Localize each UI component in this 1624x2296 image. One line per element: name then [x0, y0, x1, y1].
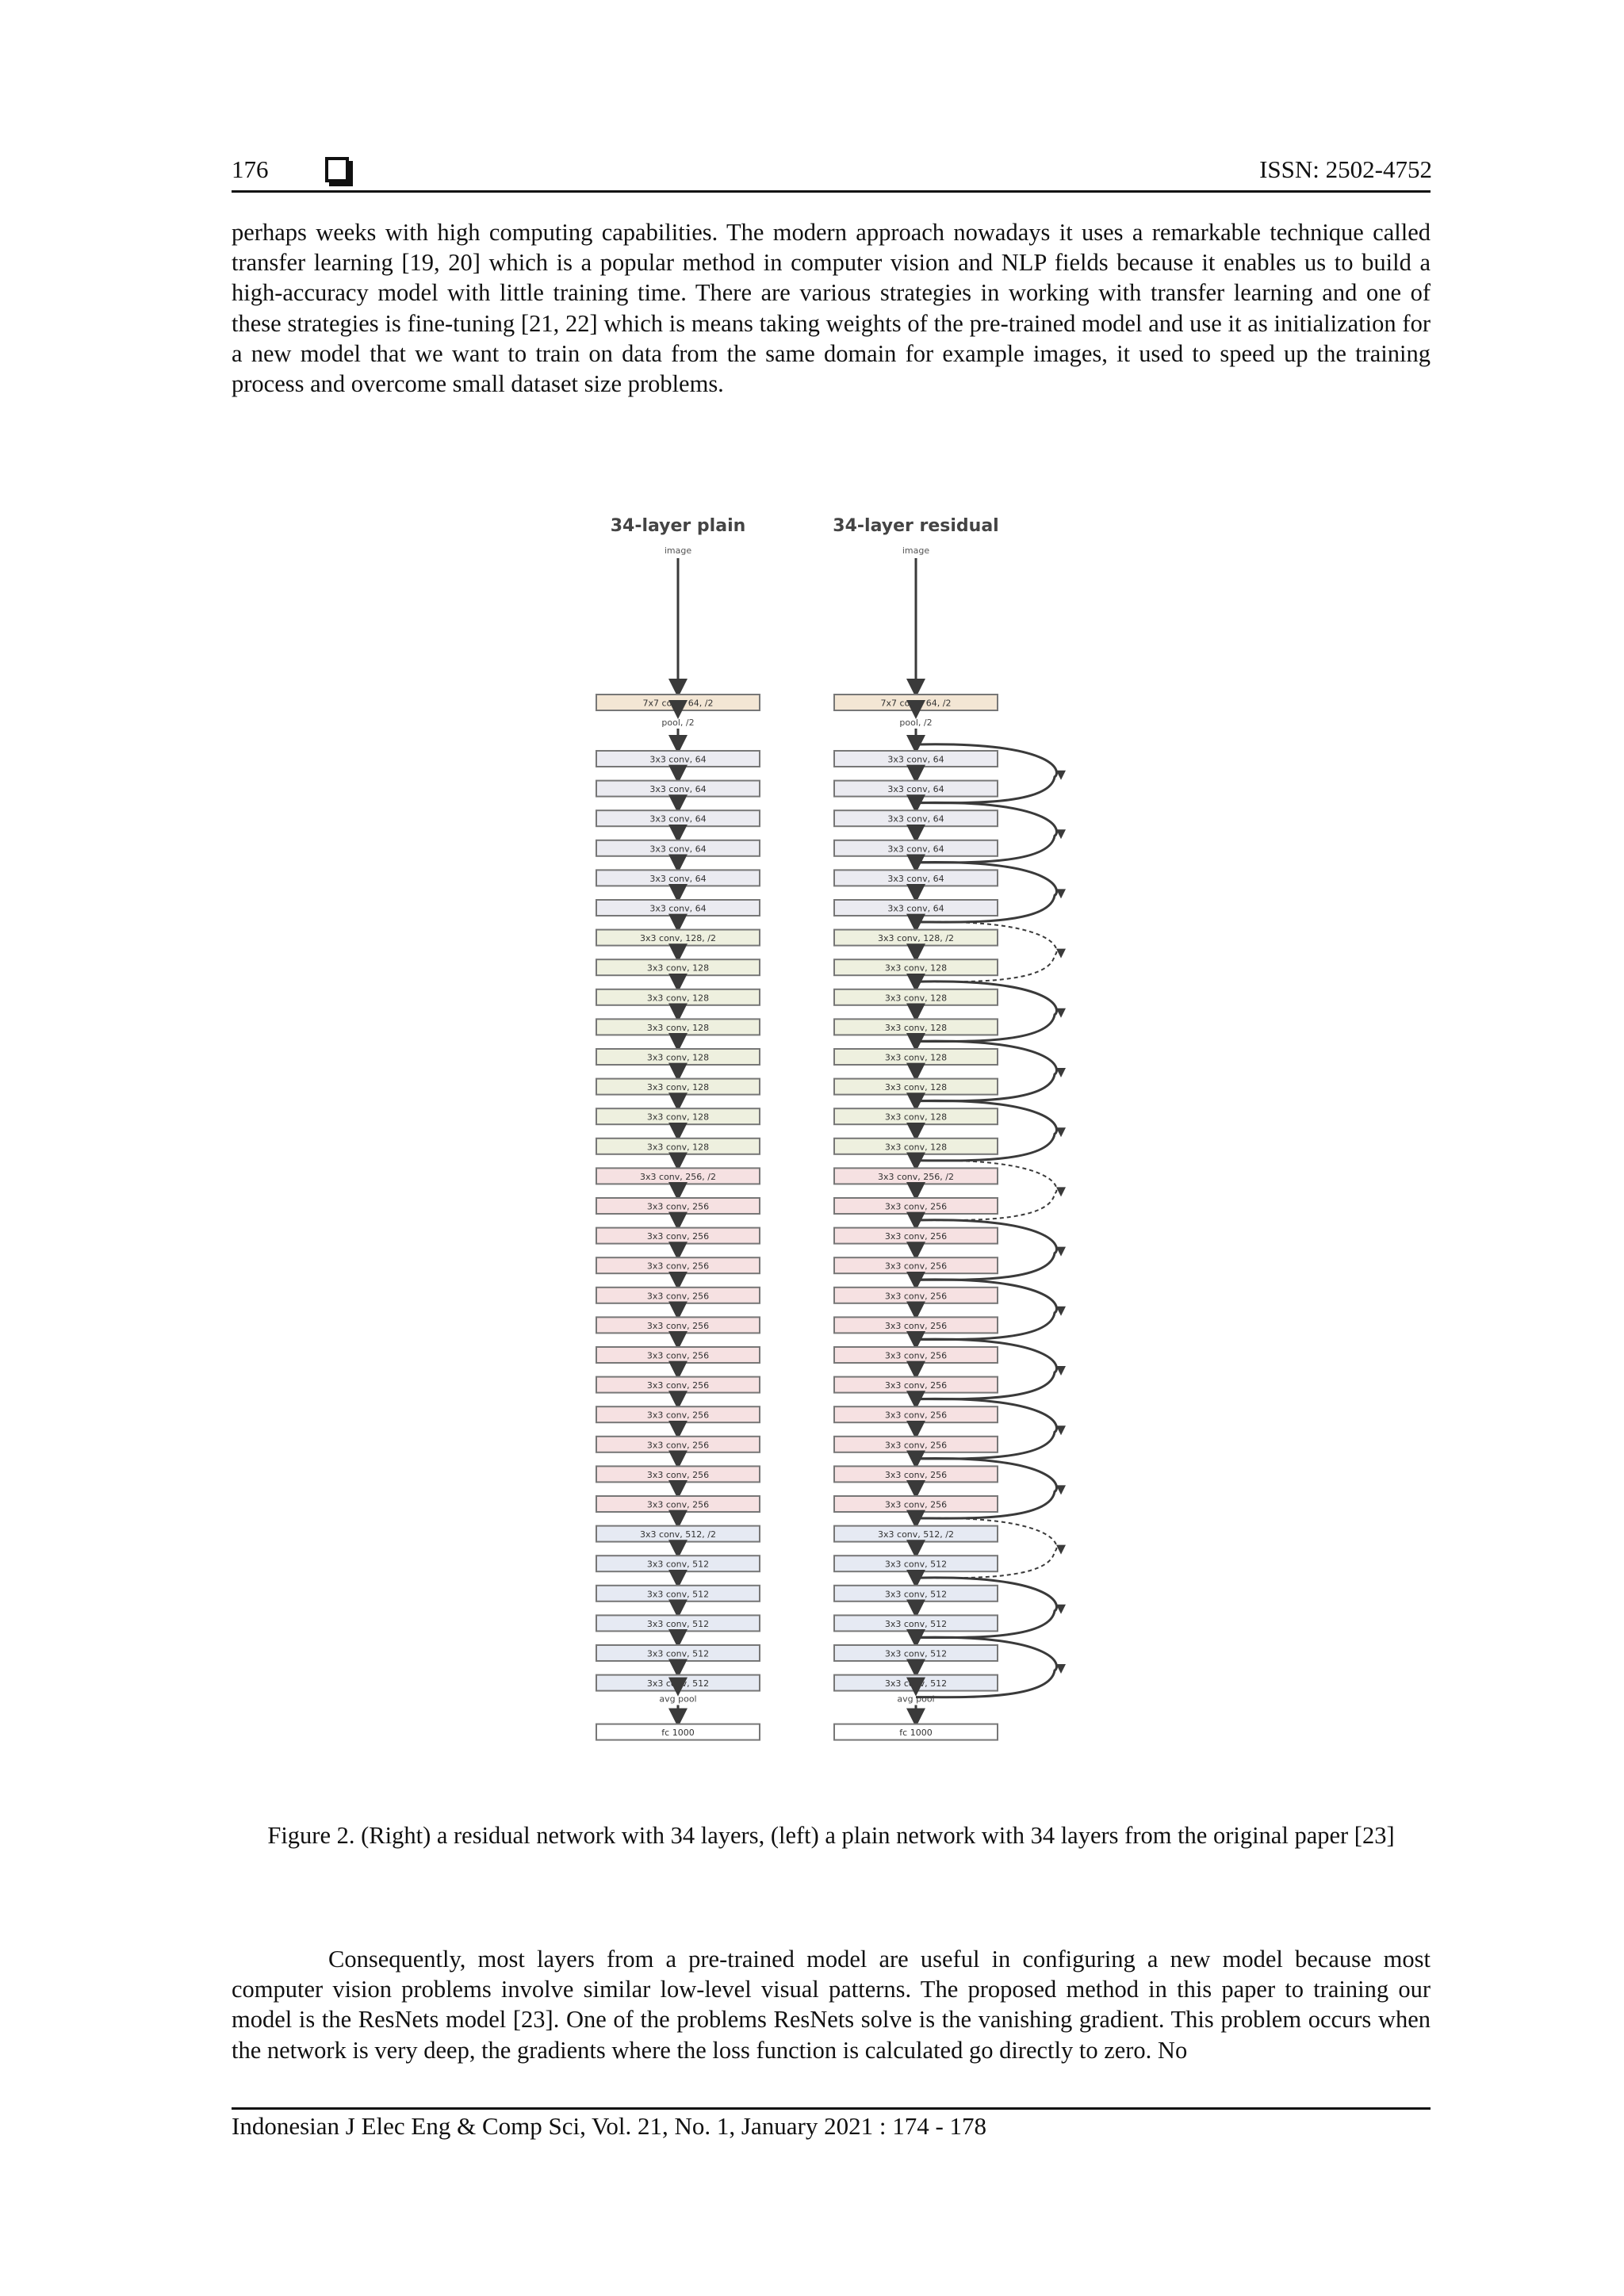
- residual-layer-33-label: 3x3 conv, 512: [884, 1678, 948, 1689]
- residual-layer-14-label: 3x3 conv, 128: [884, 1112, 948, 1123]
- resnet-figure: [555, 499, 1110, 1776]
- residual-layer-1-label: 7x7 conv, 64, /2: [880, 698, 952, 709]
- plain-layer-29-label: 3x3 conv, 512: [646, 1559, 710, 1570]
- residual-layer-23-label: 3x3 conv, 256: [884, 1380, 948, 1391]
- residual-layer-31-label: 3x3 conv, 512: [884, 1618, 948, 1629]
- residual-layer-11-label: 3x3 conv, 128: [884, 1022, 948, 1033]
- residual-shortcut-arrowhead-15: [1056, 1605, 1066, 1614]
- plain-input-label: image: [664, 545, 692, 556]
- plain-title: 34-layer plain: [610, 516, 746, 536]
- plain-layer-28-label: 3x3 conv, 512, /2: [640, 1529, 716, 1540]
- plain-layer-22-label: 3x3 conv, 256: [646, 1350, 710, 1361]
- residual-layer-10-label: 3x3 conv, 128: [884, 993, 948, 1004]
- page-number: 176: [232, 155, 269, 183]
- residual-title: 34-layer residual: [833, 516, 999, 536]
- residual-layer-26-label: 3x3 conv, 256: [884, 1469, 948, 1480]
- plain-layer-15-label: 3x3 conv, 128: [646, 1142, 710, 1153]
- plain-layer-19-label: 3x3 conv, 256: [646, 1261, 710, 1272]
- plain-layer-21-label: 3x3 conv, 256: [646, 1320, 710, 1331]
- residual-shortcut-arrowhead-12: [1056, 1425, 1066, 1435]
- figure-caption: Figure 2. (Right) a residual network with 34 layers, (left) a plain network with 34 layers from the original paper [23]: [267, 1822, 1395, 1849]
- residual-avgpool-label: avg pool: [897, 1693, 935, 1705]
- plain-layer-17-label: 3x3 conv, 256: [646, 1201, 710, 1212]
- plain-layer-4-label: 3x3 conv, 64: [649, 813, 707, 825]
- residual-shortcut-arrowhead-7: [1056, 1127, 1066, 1137]
- plain-layer-2-label: 3x3 conv, 64: [649, 754, 707, 765]
- plain-layer-24-label: 3x3 conv, 256: [646, 1410, 710, 1421]
- residual-layer-7-label: 3x3 conv, 64: [887, 903, 944, 914]
- header-box-icon: [325, 157, 349, 182]
- plain-layer-11-label: 3x3 conv, 128: [646, 1022, 710, 1033]
- residual-layer-22-label: 3x3 conv, 256: [884, 1350, 948, 1361]
- plain-layer-1-label: 7x7 conv, 64, /2: [642, 698, 714, 709]
- residual-shortcut-arrowhead-16: [1056, 1664, 1066, 1674]
- residual-shortcut-arrowhead-8: [1056, 1187, 1066, 1196]
- residual-shortcut-arrowhead-11: [1056, 1366, 1066, 1376]
- plain-layer-6-label: 3x3 conv, 64: [649, 873, 707, 884]
- residual-layer-12-label: 3x3 conv, 128: [884, 1052, 948, 1063]
- residual-layer-29-label: 3x3 conv, 512: [884, 1559, 948, 1570]
- plain-layer-25-label: 3x3 conv, 256: [646, 1440, 710, 1451]
- residual-layer-19-label: 3x3 conv, 256: [884, 1261, 948, 1272]
- plain-layer-26-label: 3x3 conv, 256: [646, 1469, 710, 1480]
- footer-journal: Indonesian J Elec Eng & Comp Sci, Vol. 21, No. 1, January 2021 : 174 - 178: [232, 2112, 987, 2140]
- residual-layer-21-label: 3x3 conv, 256: [884, 1320, 948, 1331]
- residual-layer-5-label: 3x3 conv, 64: [887, 844, 944, 855]
- plain-layer-7-label: 3x3 conv, 64: [649, 903, 707, 914]
- issn: ISSN: 2502-4752: [1259, 155, 1432, 183]
- residual-shortcut-arrowhead-5: [1056, 1008, 1066, 1018]
- residual-layer-16-label: 3x3 conv, 256, /2: [878, 1171, 954, 1182]
- residual-input-label: image: [902, 545, 930, 556]
- plain-layer-8-label: 3x3 conv, 128, /2: [640, 933, 716, 944]
- residual-layer-4-label: 3x3 conv, 64: [887, 813, 944, 825]
- residual-shortcut-arrowhead-4: [1056, 949, 1066, 959]
- residual-layer-8-label: 3x3 conv, 128, /2: [878, 933, 954, 944]
- residual-shortcut-arrowhead-2: [1056, 829, 1066, 839]
- residual-layer-20-label: 3x3 conv, 256: [884, 1291, 948, 1302]
- plain-fc-label: fc 1000: [661, 1728, 695, 1739]
- residual-shortcut-arrowhead-14: [1056, 1545, 1066, 1555]
- residual-layer-24-label: 3x3 conv, 256: [884, 1410, 948, 1421]
- residual-pool-label: pool, /2: [899, 718, 933, 728]
- residual-layer-17-label: 3x3 conv, 256: [884, 1201, 948, 1212]
- residual-layer-3-label: 3x3 conv, 64: [887, 784, 944, 795]
- residual-shortcut-arrowhead-1: [1056, 771, 1066, 780]
- plain-layer-33-label: 3x3 conv, 512: [646, 1678, 710, 1689]
- paragraph-transfer-learning: perhaps weeks with high computing capabilities. The modern approach nowadays it uses a remarkable technique called transfer learning [19, 20] which is a popular method in computer vision and NLP fields because it enables us to build a high-accuracy model with little training time. There are various strategies in working with transfer learning and one of these strategies is fine-tuning [21, 22] which is means taking weights of the pre-trained model and use it as initialization for a new model that we want to train on data from the same domain for example images, it used to speed up the training process and overcome small dataset size problems.: [232, 219, 1431, 398]
- residual-layer-32-label: 3x3 conv, 512: [884, 1648, 948, 1659]
- residual-layer-28-label: 3x3 conv, 512, /2: [878, 1529, 954, 1540]
- residual-shortcut-arrowhead-10: [1056, 1307, 1066, 1316]
- plain-layer-13-label: 3x3 conv, 128: [646, 1082, 710, 1093]
- plain-layer-3-label: 3x3 conv, 64: [649, 784, 707, 795]
- plain-layer-5-label: 3x3 conv, 64: [649, 844, 707, 855]
- residual-layer-15-label: 3x3 conv, 128: [884, 1142, 948, 1153]
- paragraph-resnets: Consequently, most layers from a pre-trained model are useful in configuring a new model because most computer vision problems involve similar low-level visual patterns. The proposed method in this paper to training our model is the ResNets model [23]. One of the problems ResNets solve is the vanishing gradient. This problem occurs when the network is very deep, the gradients where the loss function is calculated go directly to zero. No: [232, 1946, 1431, 2064]
- residual-layer-6-label: 3x3 conv, 64: [887, 873, 944, 884]
- residual-layer-9-label: 3x3 conv, 128: [884, 962, 948, 974]
- plain-layer-23-label: 3x3 conv, 256: [646, 1380, 710, 1391]
- residual-fc-label: fc 1000: [899, 1728, 933, 1739]
- plain-layer-30-label: 3x3 conv, 512: [646, 1589, 710, 1600]
- plain-layer-12-label: 3x3 conv, 128: [646, 1052, 710, 1063]
- residual-layer-30-label: 3x3 conv, 512: [884, 1589, 948, 1600]
- residual-layer-13-label: 3x3 conv, 128: [884, 1082, 948, 1093]
- residual-layer-25-label: 3x3 conv, 256: [884, 1440, 948, 1451]
- plain-layer-16-label: 3x3 conv, 256, /2: [640, 1171, 716, 1182]
- residual-shortcut-arrowhead-13: [1056, 1485, 1066, 1494]
- plain-layer-14-label: 3x3 conv, 128: [646, 1112, 710, 1123]
- footer-rule: [232, 2107, 1431, 2110]
- plain-layer-9-label: 3x3 conv, 128: [646, 962, 710, 974]
- plain-avgpool-label: avg pool: [659, 1693, 697, 1705]
- plain-layer-32-label: 3x3 conv, 512: [646, 1648, 710, 1659]
- header-rule: [232, 190, 1431, 193]
- plain-layer-20-label: 3x3 conv, 256: [646, 1291, 710, 1302]
- plain-layer-10-label: 3x3 conv, 128: [646, 993, 710, 1004]
- residual-shortcut-arrowhead-6: [1056, 1068, 1066, 1077]
- residual-shortcut-arrowhead-9: [1056, 1247, 1066, 1257]
- plain-pool-label: pool, /2: [661, 718, 695, 728]
- residual-shortcut-arrowhead-3: [1056, 889, 1066, 898]
- plain-layer-31-label: 3x3 conv, 512: [646, 1618, 710, 1629]
- plain-layer-18-label: 3x3 conv, 256: [646, 1231, 710, 1242]
- residual-layer-2-label: 3x3 conv, 64: [887, 754, 944, 765]
- residual-layer-18-label: 3x3 conv, 256: [884, 1231, 948, 1242]
- plain-layer-27-label: 3x3 conv, 256: [646, 1499, 710, 1510]
- residual-layer-27-label: 3x3 conv, 256: [884, 1499, 948, 1510]
